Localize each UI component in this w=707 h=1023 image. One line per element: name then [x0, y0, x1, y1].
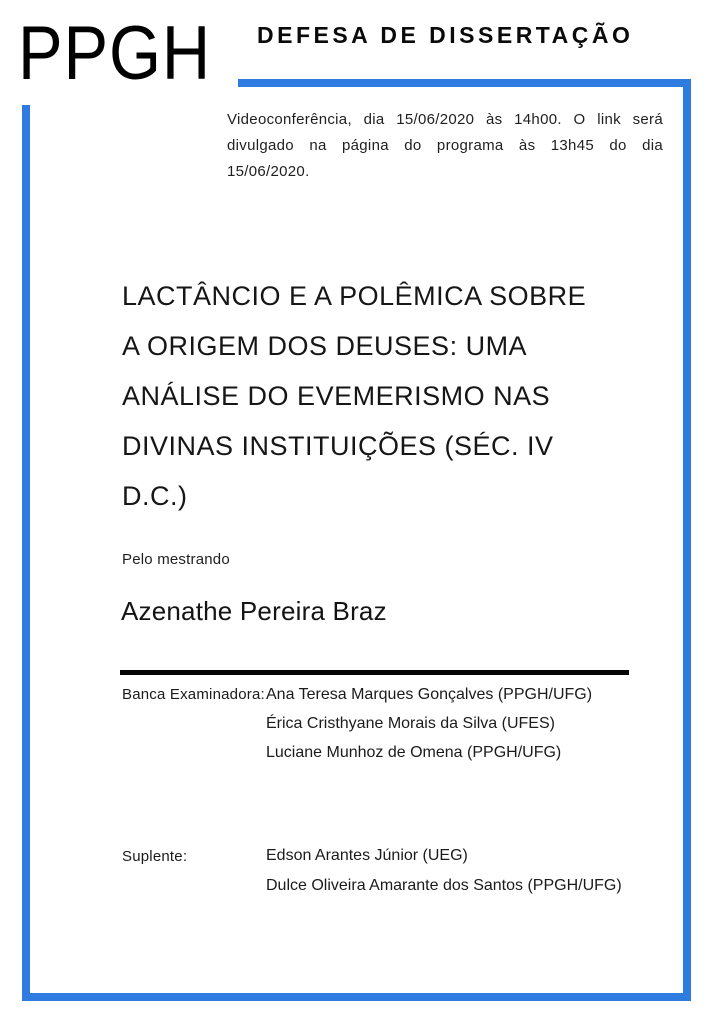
committee-section: [266, 680, 592, 767]
frame-left-border: [22, 105, 30, 1001]
frame-right-border: [683, 79, 691, 1001]
ppgh-logo: PPGH: [18, 11, 212, 96]
committee-label: Banca Examinadora:: [122, 686, 265, 703]
dissertation-title-line: D.C.): [122, 481, 188, 511]
frame-top-border: [238, 79, 691, 87]
event-info: [227, 107, 663, 185]
committee-member: Luciane Munhoz de Omena (PPGH/UFG): [266, 744, 562, 761]
substitute-member: Edson Arantes Júnior (UEG): [266, 847, 468, 864]
event-info-line: 15/06/2020.: [227, 163, 310, 180]
presenter-label: Pelo mestrando: [122, 551, 230, 568]
committee-member: Ana Teresa Marques Gonçalves (PPGH/UFG): [266, 686, 593, 703]
dissertation-title-line: ANÁLISE DO EVEMERISMO NAS: [122, 381, 551, 411]
dissertation-title-line: LACTÂNCIO E A POLÊMICA SOBRE: [122, 281, 587, 311]
substitute-label: Suplente:: [122, 848, 188, 865]
dissertation-title-line: A ORIGEM DOS DEUSES: UMA: [122, 331, 528, 361]
presenter-name: Azenathe Pereira Braz: [121, 596, 387, 626]
event-info-line: Videoconferência, dia 15/06/2020 às 14h00. O link será: [227, 111, 663, 128]
dissertation-title-line: DIVINAS INSTITUIÇÕES (SÉC. IV: [122, 431, 554, 461]
page-title: DEFESA DE DISSERTAÇÃO: [257, 22, 634, 48]
section-divider: [120, 670, 629, 675]
substitute-section: [266, 841, 622, 901]
dissertation-title: [122, 271, 632, 521]
committee-member: Érica Cristhyane Morais da Silva (UFES): [266, 715, 555, 732]
frame-bottom-border: [22, 993, 691, 1001]
substitute-member: Dulce Oliveira Amarante dos Santos (PPGH/UFG): [266, 877, 622, 894]
event-info-line: divulgado na página do programa às 13h45 do dia: [227, 137, 663, 154]
